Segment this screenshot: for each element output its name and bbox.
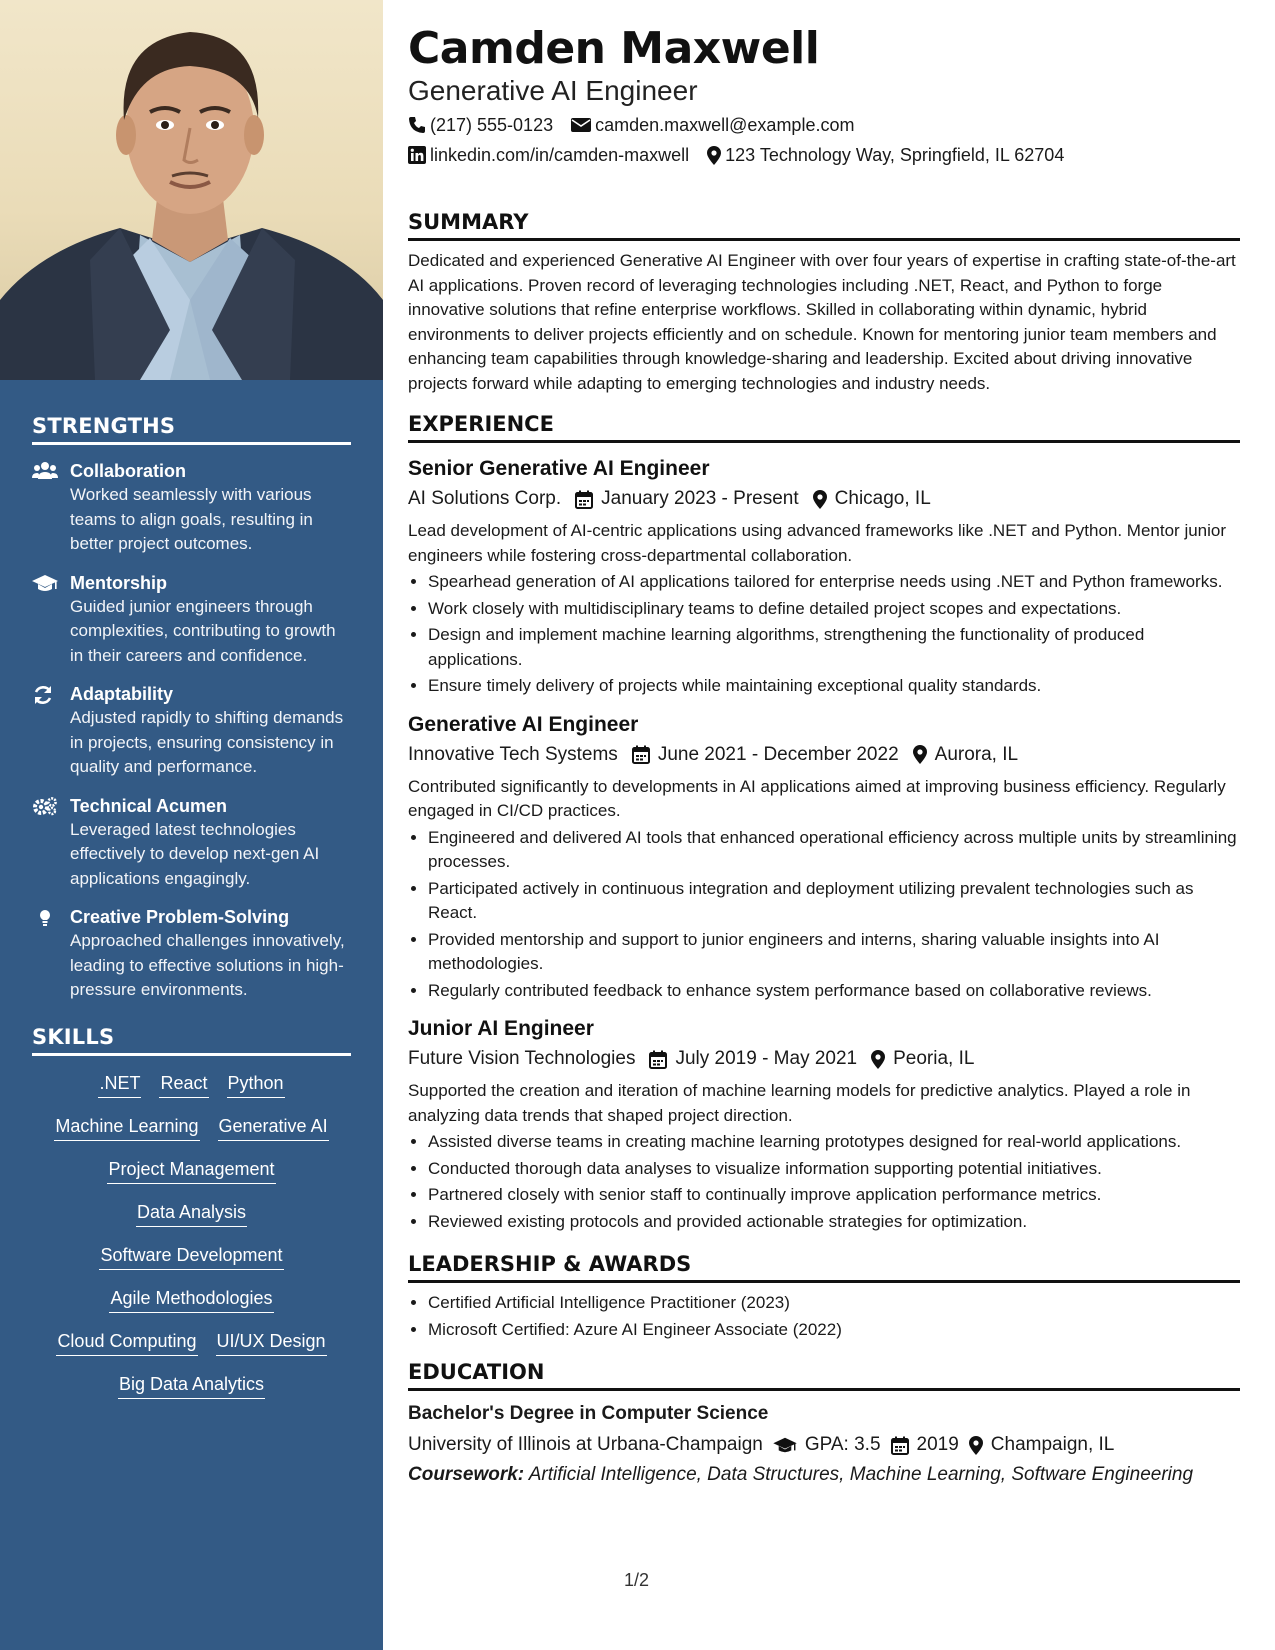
email-text[interactable]: camden.maxwell@example.com	[595, 115, 855, 135]
job-entry	[408, 1015, 1240, 1234]
map-pin-icon	[913, 745, 927, 764]
main-content	[408, 22, 1240, 1489]
job-description: Lead development of AI-centric applications using advanced frameworks like .NET and Python. Mentor junior engineers while fostering cross-departmental collaboration.	[408, 521, 1227, 565]
strength-title: Creative Problem-Solving	[70, 907, 290, 927]
job-company: Innovative Tech Systems	[408, 743, 618, 765]
calendar-icon	[632, 745, 650, 764]
job-location-text: Peoria, IL	[893, 1048, 975, 1069]
map-pin-icon	[969, 1436, 983, 1455]
job-bullet: • Provided mentorship and support to junior engineers and interns, sharing valuable insights into AI methodologies.	[428, 928, 1240, 977]
contact-row-2	[408, 142, 1240, 168]
job-bullets	[428, 570, 1240, 699]
skill-tag: Generative AI	[218, 1113, 329, 1141]
education-location	[969, 1431, 1115, 1459]
experience-heading: EXPERIENCE	[408, 410, 1240, 443]
contact-row-1	[408, 112, 1240, 138]
strength-desc: Guided junior engineers through complexities, contributing to growth in their careers and confidence.	[70, 596, 336, 665]
year-text: 2019	[916, 1434, 959, 1455]
summary-heading: SUMMARY	[408, 208, 1240, 241]
job-dates-text: June 2021 - December 2022	[657, 743, 899, 765]
skill-tag: UI/UX Design	[216, 1328, 327, 1356]
profile-photo	[0, 0, 383, 380]
job-meta	[408, 485, 1240, 513]
job-bullet: • Assisted diverse teams in creating machine learning prototypes designed for real-world applications.	[428, 1130, 1240, 1155]
strength-title: Collaboration	[70, 461, 186, 481]
job-location	[913, 741, 1018, 769]
phone-text: (217) 555-0123	[430, 115, 554, 135]
skill-tag: Python	[227, 1070, 285, 1098]
job-entry	[408, 455, 1240, 699]
candidate-name: Camden Maxwell	[408, 23, 820, 74]
linkedin-icon	[408, 146, 426, 164]
skill-tag: .NET	[98, 1070, 141, 1098]
awards-list	[428, 1291, 1240, 1342]
strength-item	[32, 682, 351, 780]
job-dates	[632, 741, 899, 769]
strength-title: Mentorship	[70, 572, 167, 593]
job-bullet: • Conducted thorough data analyses to visualize information supporting potential initiatives.	[428, 1157, 1240, 1182]
skill-tag: Cloud Computing	[56, 1328, 197, 1356]
gears-icon	[32, 794, 70, 892]
coursework-label: Coursework:	[408, 1464, 525, 1485]
job-bullet: • Spearhead generation of AI applications tailored for enterprise needs using .NET and Python frameworks.	[428, 570, 1240, 595]
job-bullet: • Partnered closely with senior staff to continually improve application performance metrics.	[428, 1183, 1240, 1208]
degree-title: Bachelor's Degree in Computer Science	[408, 1403, 769, 1424]
job-bullet: • Work closely with multidisciplinary teams to define detailed project scopes and expectations.	[428, 597, 1240, 622]
strength-item	[32, 794, 351, 892]
skills-heading: SKILLS	[32, 1003, 351, 1056]
job-title: Junior AI Engineer	[408, 1017, 594, 1040]
job-dates-text: July 2019 - May 2021	[675, 1048, 858, 1069]
strength-desc: Approached challenges innovatively, leading to effective solutions in high-pressure environments.	[70, 931, 345, 999]
job-description: Supported the creation and iteration of machine learning models for predictive analytics. Played a role in analyzing data trends that shaped project direction.	[408, 1081, 1191, 1125]
candidate-role: Generative AI Engineer	[408, 75, 698, 106]
strength-title: Adaptability	[70, 684, 174, 704]
sync-icon	[32, 682, 70, 780]
job-dates	[649, 1045, 857, 1073]
job-title: Senior Generative AI Engineer	[408, 457, 710, 480]
education-meta	[408, 1431, 1240, 1459]
contact-email[interactable]	[571, 112, 854, 138]
address-text: 123 Technology Way, Springfield, IL 62704	[725, 145, 1065, 165]
education-heading: EDUCATION	[408, 1358, 1240, 1391]
phone-icon	[408, 116, 426, 134]
skill-tag: React	[159, 1070, 208, 1098]
job-entry	[408, 711, 1240, 1004]
job-company: AI Solutions Corp.	[408, 488, 562, 509]
strength-title: Technical Acumen	[70, 795, 228, 816]
job-company: Future Vision Technologies	[408, 1048, 636, 1069]
education-location-text: Champaign, IL	[990, 1434, 1115, 1455]
users-icon	[32, 459, 70, 557]
skills-list	[32, 1056, 351, 1399]
award-item: • Certified Artificial Intelligence Practitioner (2023)	[428, 1291, 1240, 1316]
job-location	[871, 1045, 974, 1073]
envelope-icon	[571, 117, 591, 133]
strength-desc: Adjusted rapidly to shifting demands in projects, ensuring consistency in quality and performance.	[70, 708, 344, 776]
job-bullet: • Design and implement machine learning algorithms, strengthening the functionality of produced applications.	[428, 623, 1240, 672]
strength-desc: Leveraged latest technologies effectively to develop next-gen AI applications engagingly.	[70, 819, 320, 888]
summary-text: Dedicated and experienced Generative AI Engineer with over four years of expertise in crafting state-of-the-art AI applications. Proven record of leveraging technologies including .NET, React, and Python to forge innovative solutions that refine enterprise workflows. Skilled in collaborating within dynamic, hybrid environments to deliver projects efficiently and on schedule. Known for mentoring junior team members and enhancing team capabilities through knowledge-sharing and leadership. Excited about driving innovative projects forward while adapting to emerging technologies and industry needs.	[408, 251, 1236, 393]
job-bullet: • Reviewed existing protocols and provided actionable strategies for optimization.	[428, 1210, 1240, 1235]
strength-item	[32, 459, 351, 557]
job-dates	[575, 485, 799, 513]
job-bullet: • Engineered and delivered AI tools that enhanced operational efficiency across multiple units by streamlining processes.	[428, 826, 1240, 875]
linkedin-text[interactable]: linkedin.com/in/camden-maxwell	[430, 145, 690, 165]
job-bullets	[428, 1130, 1240, 1234]
skill-tag: Big Data Analytics	[118, 1371, 265, 1399]
page-number: 1/2	[624, 1570, 650, 1590]
job-location-text: Aurora, IL	[934, 743, 1019, 765]
education-gpa	[773, 1431, 881, 1459]
job-location-text: Chicago, IL	[834, 488, 931, 509]
job-bullet: • Participated actively in continuous integration and deployment utilizing prevalent technologies such as React.	[428, 877, 1240, 926]
skill-tag: Agile Methodologies	[109, 1285, 273, 1313]
school-name: University of Illinois at Urbana-Champaign	[408, 1434, 763, 1455]
job-description: Contributed significantly to developments in AI applications aimed at improving business efficiency. Regularly engaged in CI/CD practices.	[408, 776, 1226, 820]
gpa-text: GPA: 3.5	[804, 1434, 881, 1455]
job-bullets	[428, 826, 1240, 1004]
job-location	[813, 485, 931, 513]
coursework-line	[408, 1461, 1240, 1489]
job-meta	[408, 741, 1240, 769]
education-year	[891, 1431, 959, 1459]
strength-item	[32, 571, 351, 669]
contact-linkedin[interactable]	[408, 142, 689, 168]
skill-tag: Software Development	[99, 1242, 283, 1270]
contact-address	[707, 142, 1064, 168]
coursework-text: Artificial Intelligence, Data Structures, Machine Learning, Software Engineering	[528, 1464, 1194, 1485]
sidebar	[0, 0, 383, 1650]
job-bullet: • Regularly contributed feedback to enhance system performance based on collaborative reviews.	[428, 979, 1240, 1004]
calendar-icon	[649, 1050, 667, 1069]
job-bullet: • Ensure timely delivery of projects while maintaining exceptional quality standards.	[428, 674, 1240, 699]
strength-item	[32, 905, 351, 1003]
map-pin-icon	[707, 146, 721, 165]
skill-tag: Machine Learning	[54, 1113, 199, 1141]
contact-phone	[408, 112, 553, 138]
graduation-cap-icon	[773, 1436, 797, 1454]
job-dates-text: January 2023 - Present	[601, 488, 799, 509]
skill-tag: Data Analysis	[136, 1199, 247, 1227]
strengths-section	[0, 380, 383, 1399]
map-pin-icon	[813, 490, 827, 509]
award-item: • Microsoft Certified: Azure AI Engineer Associate (2022)	[428, 1318, 1240, 1343]
awards-heading: LEADERSHIP & AWARDS	[408, 1250, 1240, 1283]
job-title: Generative AI Engineer	[408, 712, 639, 736]
map-pin-icon	[871, 1050, 885, 1069]
strength-desc: Worked seamlessly with various teams to align goals, resulting in better project outcomes.	[70, 485, 313, 553]
lightbulb-icon	[32, 905, 70, 1003]
job-meta	[408, 1045, 1240, 1073]
graduation-cap-icon	[32, 571, 70, 669]
skill-tag: Project Management	[107, 1156, 275, 1184]
calendar-icon	[575, 490, 593, 509]
strengths-heading: STRENGTHS	[32, 380, 351, 445]
calendar-icon	[891, 1436, 909, 1455]
